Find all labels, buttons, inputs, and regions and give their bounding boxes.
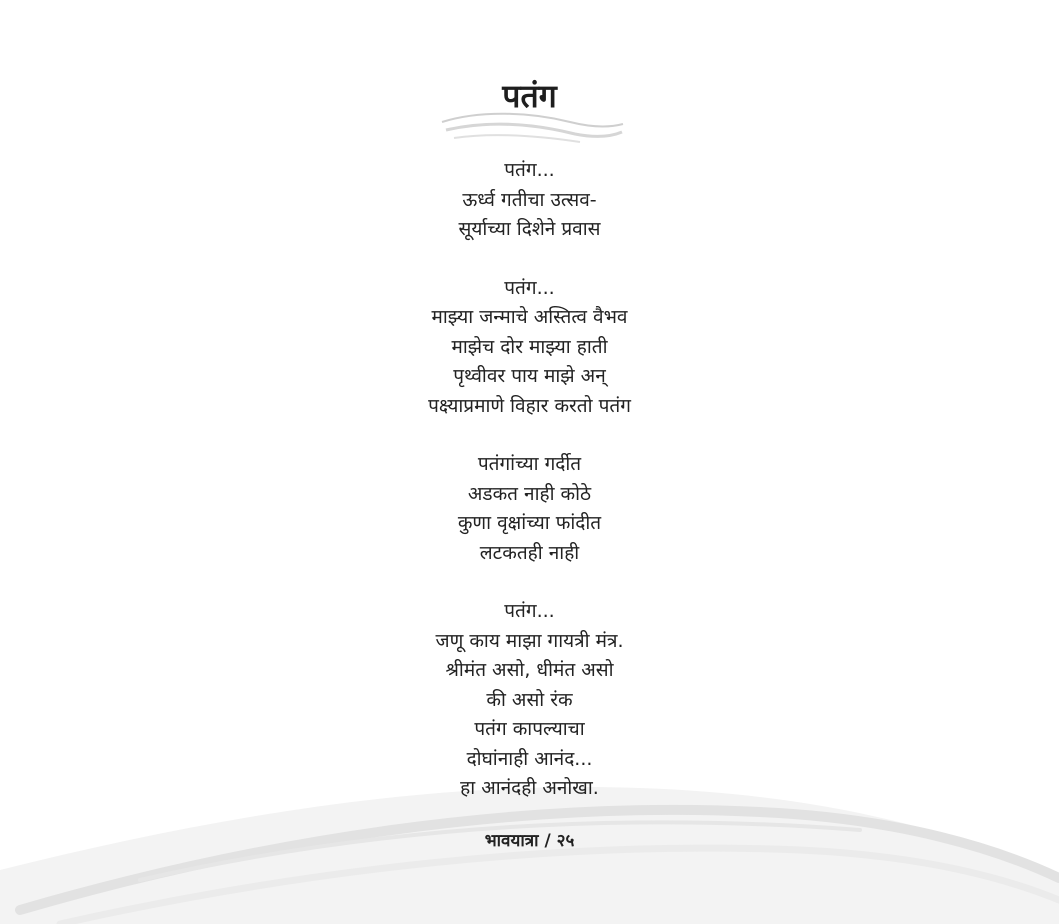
poem-line: पतंग... [504, 159, 555, 181]
page-footer: भावयात्रा / २५ [484, 831, 575, 851]
poem-line: ऊर्ध्व गतीचा उत्सव- [462, 188, 597, 211]
poem-line: पतंग... [504, 276, 555, 299]
poem-line: माझेच दोर माझ्या हाती [451, 335, 608, 358]
poem-title: पतंग [502, 77, 557, 115]
title-swoosh-decoration [440, 108, 625, 148]
poem-line: श्रीमंत असो, धीमंत असो [445, 659, 614, 681]
poem-line: पतंग... [504, 600, 555, 622]
poem-line: जणू काय माझा गायत्री मंत्र. [435, 629, 624, 652]
poem-line: सूर्याच्या दिशेने प्रवास [458, 218, 601, 240]
poem-body [0, 156, 1059, 833]
poem-line: माझ्या जन्माचे अस्तित्व वैभव [431, 306, 628, 328]
stanza [0, 274, 1059, 422]
poem-line: पृथ्वीवर पाय माझे अन् [453, 365, 606, 387]
stanza [0, 597, 1059, 804]
poem-line: अडकत नाही कोठे [467, 482, 592, 505]
stanza [0, 156, 1059, 245]
poem-line: की असो रंक [486, 688, 573, 711]
poem-line: लटकतही नाही [479, 541, 580, 564]
poem-line: पतंग कापल्याचा [474, 718, 585, 740]
poem-line: कुणा वृक्षांच्या फांदीत [457, 512, 602, 534]
poem-line: दोघांनाही आनंद... [466, 747, 593, 770]
poem-line: पतंगांच्या गर्दीत [477, 453, 582, 475]
poem-line: हा आनंदही अनोखा. [460, 777, 599, 799]
stanza [0, 450, 1059, 568]
poem-line: पक्ष्याप्रमाणे विहार करतो पतंग [428, 394, 631, 417]
